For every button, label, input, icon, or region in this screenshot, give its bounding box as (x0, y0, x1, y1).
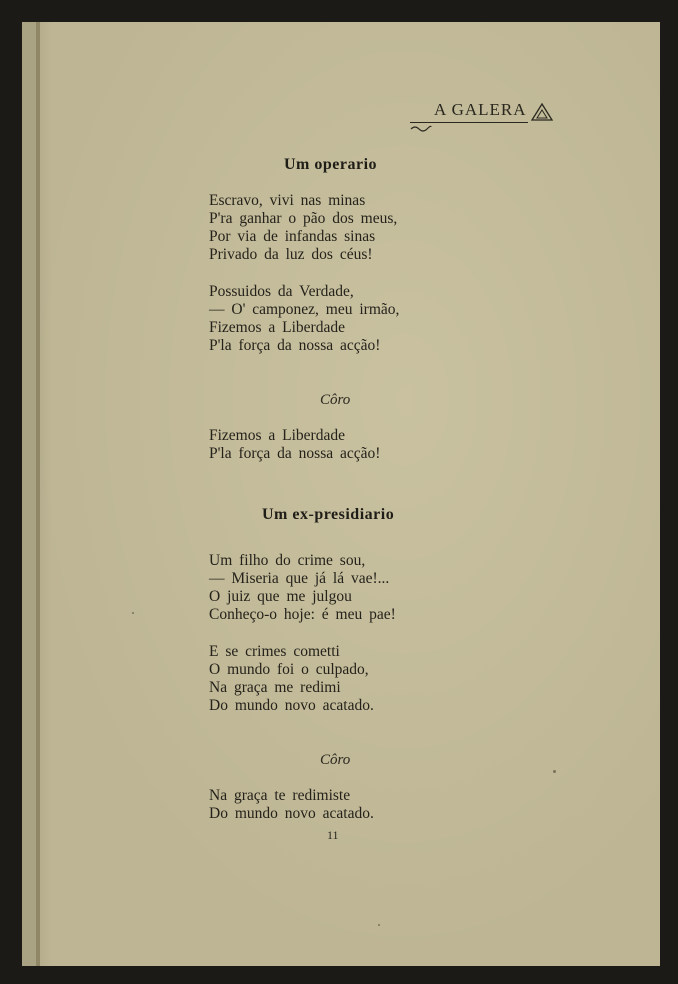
verse-line: P'la força da nossa acção! (209, 445, 381, 462)
coro-label: Côro (320, 752, 351, 768)
verse-line: O mundo foi o culpado, (209, 661, 369, 678)
header-title: A GALERA (434, 100, 527, 119)
verse-line: Do mundo novo acatado. (209, 805, 374, 822)
verse-line: — Miseria que já lá vae!... (209, 570, 390, 587)
verse-line: Possuidos da Verdade, (209, 283, 354, 300)
stanza (209, 552, 396, 624)
paper-speck (378, 924, 380, 926)
paper-speck (553, 770, 556, 773)
verse-line: Fizemos a Liberdade (209, 427, 345, 444)
verse-line: — O' camponez, meu irmão, (209, 301, 400, 318)
coro-stanza (209, 787, 374, 823)
stanza (209, 192, 397, 264)
wave-ornament-icon (410, 124, 432, 132)
stanza (209, 283, 399, 355)
verse-line: Na graça me redimi (209, 679, 341, 696)
verse-line: Fizemos a Liberdade (209, 319, 345, 336)
verse-line: E se crimes cometti (209, 643, 340, 660)
running-header (410, 100, 556, 134)
book-gutter (36, 22, 40, 966)
stanza (209, 643, 374, 715)
triangle-ornament-icon (530, 102, 554, 122)
poem-title-ex-presidiario: Um ex-presidiario (262, 506, 395, 523)
coro-label: Côro (320, 392, 351, 408)
header-rule (410, 122, 528, 123)
verse-line: Um filho do crime sou, (209, 552, 366, 569)
verse-line: Por via de infandas sinas (209, 228, 376, 245)
paper-speck (132, 612, 134, 614)
verse-line: P'ra ganhar o pão dos meus, (209, 210, 398, 227)
verse-line: Privado da luz dos céus! (209, 246, 373, 263)
verse-line: Conheço-o hoje: é meu pae! (209, 606, 396, 623)
verse-line: Escravo, vivi nas minas (209, 192, 366, 209)
verse-line: Do mundo novo acatado. (209, 697, 374, 714)
coro-stanza (209, 427, 380, 463)
verse-line: O juiz que me julgou (209, 588, 352, 605)
facing-page-edge (22, 22, 36, 966)
poem-title-operario: Um operario (284, 156, 378, 173)
verse-line: Na graça te redimiste (209, 787, 351, 804)
page-number: 11 (327, 828, 339, 842)
verse-line: P'la força da nossa acção! (209, 337, 381, 354)
